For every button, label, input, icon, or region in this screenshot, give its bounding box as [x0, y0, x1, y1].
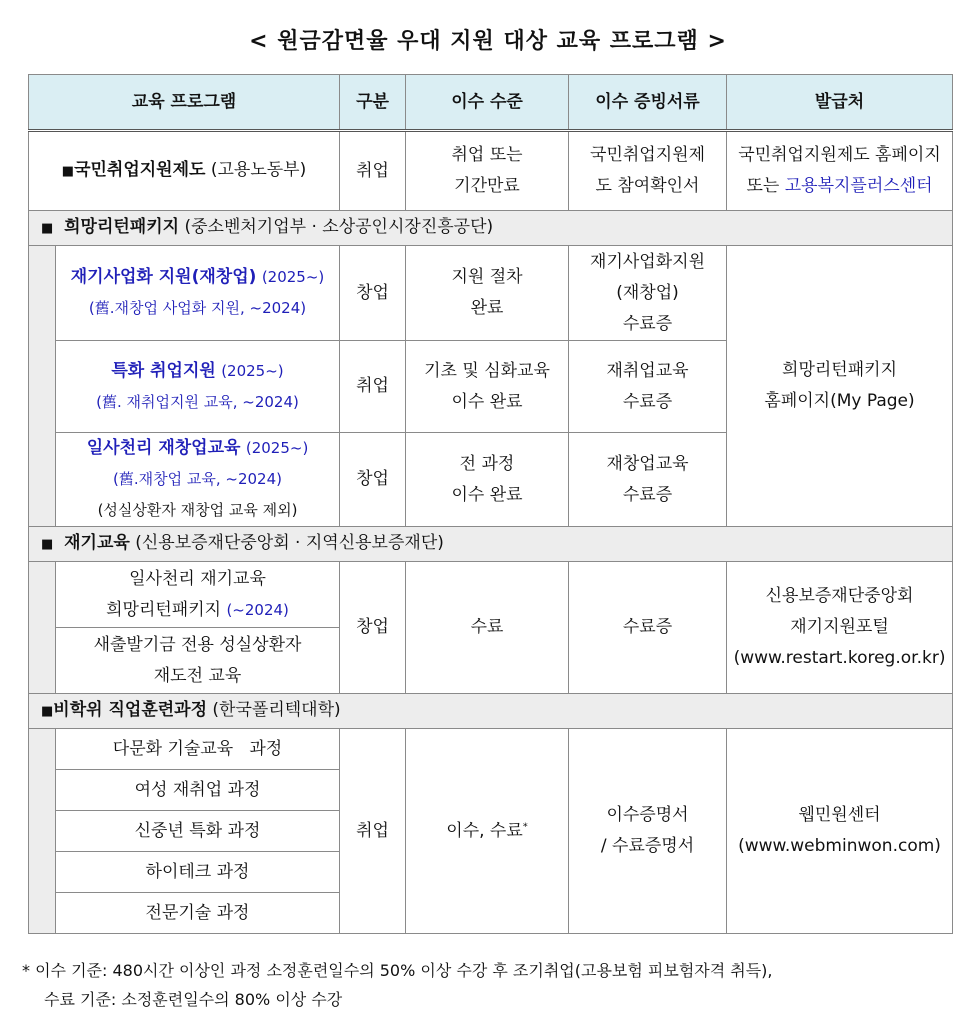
section-row [29, 211, 953, 246]
program-cell [56, 433, 340, 527]
table-row [29, 729, 953, 770]
issuer-cell [727, 562, 953, 694]
course-cell: 전문기술 과정 [56, 893, 340, 934]
level-cell [406, 729, 569, 934]
header-issuer: 발급처 [727, 75, 953, 131]
footnote-mark: * [522, 820, 528, 832]
program-line [60, 595, 335, 626]
level-line: 이수 완료 [451, 391, 523, 412]
bullet-icon: ■ [41, 537, 54, 552]
document-line: 재창업교육 [606, 453, 689, 474]
document-line: 재기사업화지원 [590, 251, 705, 272]
document-cell [569, 246, 727, 341]
bullet-icon: ■ [41, 221, 54, 236]
program-text: 희망리턴패키지 [106, 599, 227, 620]
issuer-url: (www.restart.koreg.or.kr) [733, 648, 946, 668]
level-text: 이수, 수료 [446, 820, 523, 841]
category-cell: 창업 [340, 246, 406, 341]
program-old-name: (舊.재창업 교육, ~2024) [113, 470, 282, 488]
program-cell [56, 246, 340, 341]
issuer-cell [727, 131, 953, 211]
course-cell: 신중년 특화 과정 [56, 811, 340, 852]
table-row [29, 562, 953, 628]
category-cell: 취업 [340, 341, 406, 433]
program-name: 특화 취업지원 [111, 360, 216, 381]
issuer-cell [727, 246, 953, 527]
program-year: (2025~) [245, 439, 309, 457]
issuer-line: 재기지원포털 [790, 617, 889, 637]
document-line: 이수증명서 [606, 805, 689, 825]
issuer-line: 희망리턴패키지 [782, 360, 897, 380]
footnote-line: 수료 기준: 소정훈련일수의 80% 이상 수강 [44, 990, 343, 1009]
program-kookmin [29, 131, 340, 211]
section-jaegi [29, 527, 953, 562]
category-cell: 창업 [340, 562, 406, 694]
program-name: 국민취업지원제도 [74, 160, 206, 180]
document-cell [569, 433, 727, 527]
section-name: 희망리턴패키지 [64, 217, 180, 237]
program-line: 일사천리 재기교육 [129, 568, 266, 589]
document-line: 도 참여확인서 [595, 176, 700, 196]
indent-cell [29, 562, 56, 694]
program-old-name: (舊. 재취업지원 교육, ~2024) [96, 392, 299, 411]
bullet-icon: ■ [41, 704, 54, 719]
issuer-line [731, 171, 948, 202]
course-cell: 다문화 기술교육 과정 [56, 729, 340, 770]
issuer-line: 홈페이지(My Page) [764, 391, 915, 411]
level-line: 기간만료 [454, 176, 520, 196]
program-year: (~2024) [226, 600, 289, 619]
level-line: 취업 또는 [451, 145, 523, 165]
level-line: 완료 [470, 298, 504, 318]
section-row [29, 527, 953, 562]
header-category: 구분 [340, 75, 406, 131]
program-name: 일사천리 재창업교육 [86, 438, 241, 458]
issuer-line: 웹민원센터 [798, 805, 881, 825]
document-line: 재취업교육 [606, 360, 689, 381]
level-cell [406, 131, 569, 211]
program-year: (2025~) [221, 361, 284, 380]
category-cell: 취업 [340, 131, 406, 211]
program-table [28, 74, 953, 934]
indent-cell [29, 246, 56, 527]
section-name: 재기교육 [64, 533, 130, 553]
issuer-url: (www.webminwon.com) [738, 836, 941, 856]
program-year: (2025~) [261, 268, 325, 286]
document-line: 수료증 [622, 484, 673, 505]
section-polytech [29, 694, 953, 729]
category-cell: 취업 [340, 729, 406, 934]
program-cell [56, 628, 340, 694]
program-cell [56, 562, 340, 628]
document-line: 수료증 [622, 391, 673, 412]
document-cell [569, 131, 727, 211]
course-cell: 하이테크 과정 [56, 852, 340, 893]
program-line: 새출발기금 전용 성실상환자 [93, 634, 302, 655]
page-title: < 원금감면율 우대 지원 대상 교육 프로그램 > [249, 29, 727, 54]
issuer-line: 신용보증재단중앙회 [765, 586, 914, 606]
program-cell [56, 341, 340, 433]
level-line: 이수 완료 [451, 484, 523, 505]
section-name: 비학위 직업훈련과정 [53, 700, 208, 720]
issuer-cell [727, 729, 953, 934]
footnote [22, 956, 962, 1014]
table-row [29, 246, 953, 341]
program-name: 재기사업화 지원(재창업) [70, 267, 257, 287]
header-program: 교육 프로그램 [29, 75, 340, 131]
document-line: 국민취업지원제 [590, 145, 705, 165]
table-header-row [29, 75, 953, 131]
level-cell: 수료 [406, 562, 569, 694]
level-line: 기초 및 심화교육 [424, 360, 550, 381]
category-cell: 창업 [340, 433, 406, 527]
section-org: (한국폴리텍대학) [212, 700, 341, 720]
document-line: / 수료증명서 [600, 836, 695, 856]
document-cell [569, 341, 727, 433]
program-org: (고용노동부) [210, 160, 307, 180]
bullet-icon: ■ [61, 164, 75, 179]
program-old-name: (舊.재창업 사업화 지원, ~2024) [88, 299, 307, 317]
indent-cell [29, 729, 56, 934]
section-heomang [29, 211, 953, 246]
header-level: 이수 수준 [406, 75, 569, 131]
document-cell: 수료증 [569, 562, 727, 694]
header-document: 이수 증빙서류 [569, 75, 727, 131]
course-cell: 여성 재취업 과정 [56, 770, 340, 811]
program-note: (성실상환자 재창업 교육 제외) [97, 501, 298, 519]
level-cell [406, 246, 569, 341]
document-cell [569, 729, 727, 934]
section-org: (중소벤처기업부 · 소상공인시장진흥공단) [184, 217, 494, 237]
table-row [29, 131, 953, 211]
level-line: 지원 절차 [451, 267, 523, 287]
document-line: 수료증 [622, 313, 673, 334]
issuer-line: 국민취업지원제도 홈페이지 [738, 145, 941, 165]
level-cell [406, 341, 569, 433]
program-line: 재도전 교육 [153, 665, 242, 686]
section-org: (신용보증재단중앙회 · 지역신용보증재단) [135, 533, 444, 553]
level-cell [406, 433, 569, 527]
issuer-text: 또는 [746, 176, 785, 196]
level-line: 전 과정 [459, 453, 515, 474]
issuer-link-goyong[interactable]: 고용복지플러스센터 [784, 176, 933, 196]
footnote-line: * 이수 기준: 480시간 이상인 과정 소정훈련일수의 50% 이상 수강 후 조기취업(고용보험 피보험자격 취득), [22, 961, 773, 980]
document-line: (재창업) [616, 282, 679, 303]
section-row [29, 694, 953, 729]
